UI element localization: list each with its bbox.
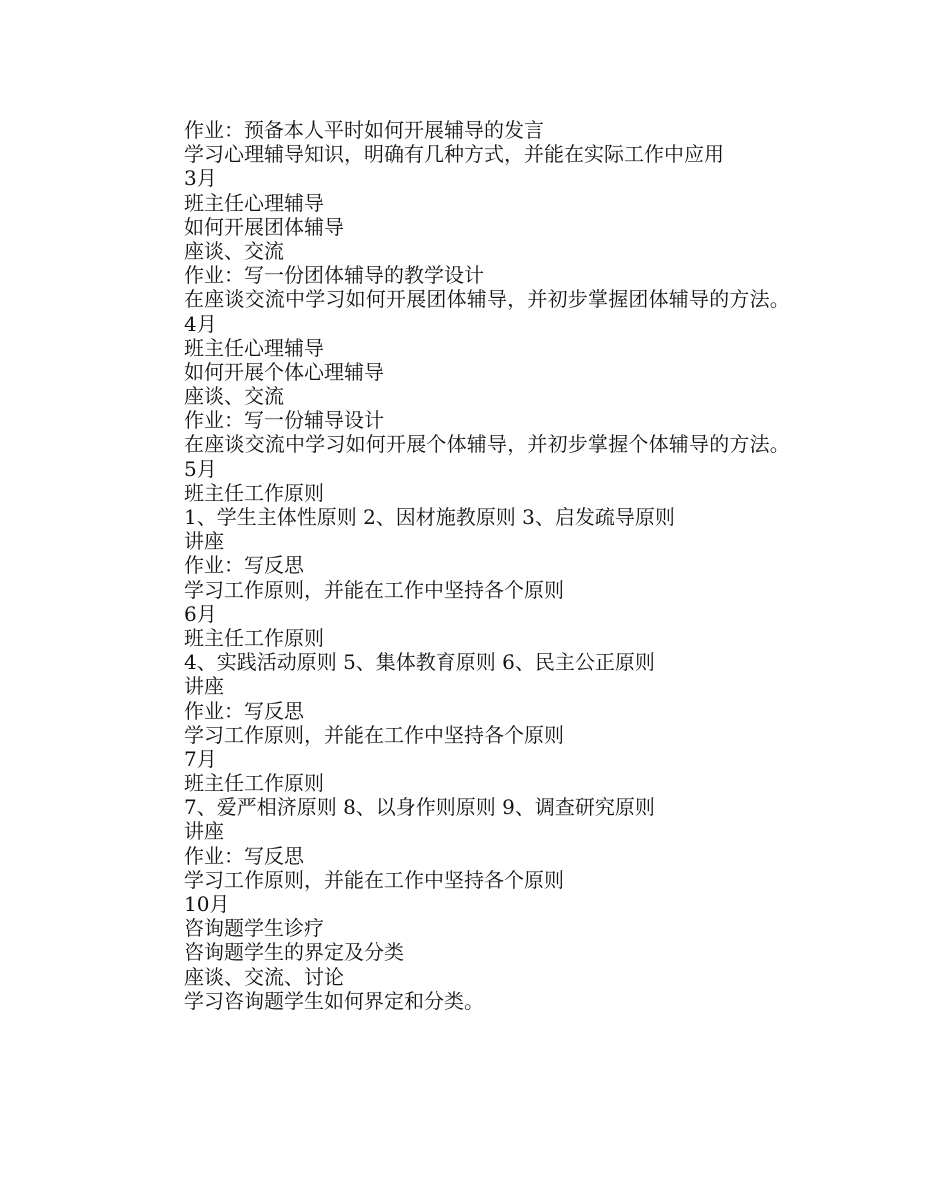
text-line: 班主任工作原则 xyxy=(184,480,324,505)
text-line: 班主任工作原则 xyxy=(184,625,324,650)
text-line: 4、实践活动原则 5、集体教育原则 6、民主公正原则 xyxy=(184,650,655,675)
text-line: 学习咨询题学生如何界定和分类。 xyxy=(184,988,484,1013)
text-line: 学习工作原则，并能在工作中坚持各个原则 xyxy=(184,867,564,892)
text-line: 学习工作原则，并能在工作中坚持各个原则 xyxy=(184,722,564,747)
text-line: 班主任心理辅导 xyxy=(184,335,324,360)
text-line: 作业：写反思 xyxy=(184,553,304,578)
month-heading: 4月 xyxy=(184,311,217,336)
text-line: 班主任心理辅导 xyxy=(184,190,324,215)
text-line: 座谈、交流 xyxy=(184,238,284,263)
text-line: 如何开展团体辅导 xyxy=(184,214,344,239)
document-body xyxy=(142,118,822,1013)
text-line: 座谈、交流 xyxy=(184,384,284,409)
text-paragraph: 在座谈交流中学习如何开展团体辅导，并初步掌握团体辅导的方法。 xyxy=(184,287,790,312)
month-heading: 6月 xyxy=(184,601,217,626)
text-line: 7、爱严相济原则 8、以身作则原则 9、调查研究原则 xyxy=(184,795,655,820)
text-line: 学习心理辅导知识，明确有几种方式，并能在实际工作中应用 xyxy=(184,142,724,167)
text-line: 1、学生主体性原则 2、因材施教原则 3、启发疏导原则 xyxy=(184,505,675,530)
text-line: 作业：写反思 xyxy=(184,698,304,723)
text-line: 讲座 xyxy=(184,674,224,699)
text-paragraph: 在座谈交流中学习如何开展个体辅导，并初步掌握个体辅导的方法。 xyxy=(184,432,790,457)
text-line: 如何开展个体心理辅导 xyxy=(184,359,384,384)
text-line: 咨询题学生诊疗 xyxy=(184,916,324,941)
text-line: 班主任工作原则 xyxy=(184,771,324,796)
text-line: 咨询题学生的界定及分类 xyxy=(184,940,404,965)
month-heading: 10月 xyxy=(184,892,230,917)
text-line: 作业：写一份团体辅导的教学设计 xyxy=(184,263,484,288)
text-line: 作业：预备本人平时如何开展辅导的发言 xyxy=(184,118,544,142)
text-line: 学习工作原则，并能在工作中坚持各个原则 xyxy=(184,577,564,602)
text-line: 作业：写反思 xyxy=(184,843,304,868)
month-heading: 5月 xyxy=(184,456,217,481)
text-line: 座谈、交流、讨论 xyxy=(184,964,344,989)
text-line: 讲座 xyxy=(184,819,224,844)
text-line: 作业：写一份辅导设计 xyxy=(184,408,384,433)
month-heading: 7月 xyxy=(184,746,217,771)
month-heading: 3月 xyxy=(184,166,217,191)
text-line: 讲座 xyxy=(184,529,224,554)
